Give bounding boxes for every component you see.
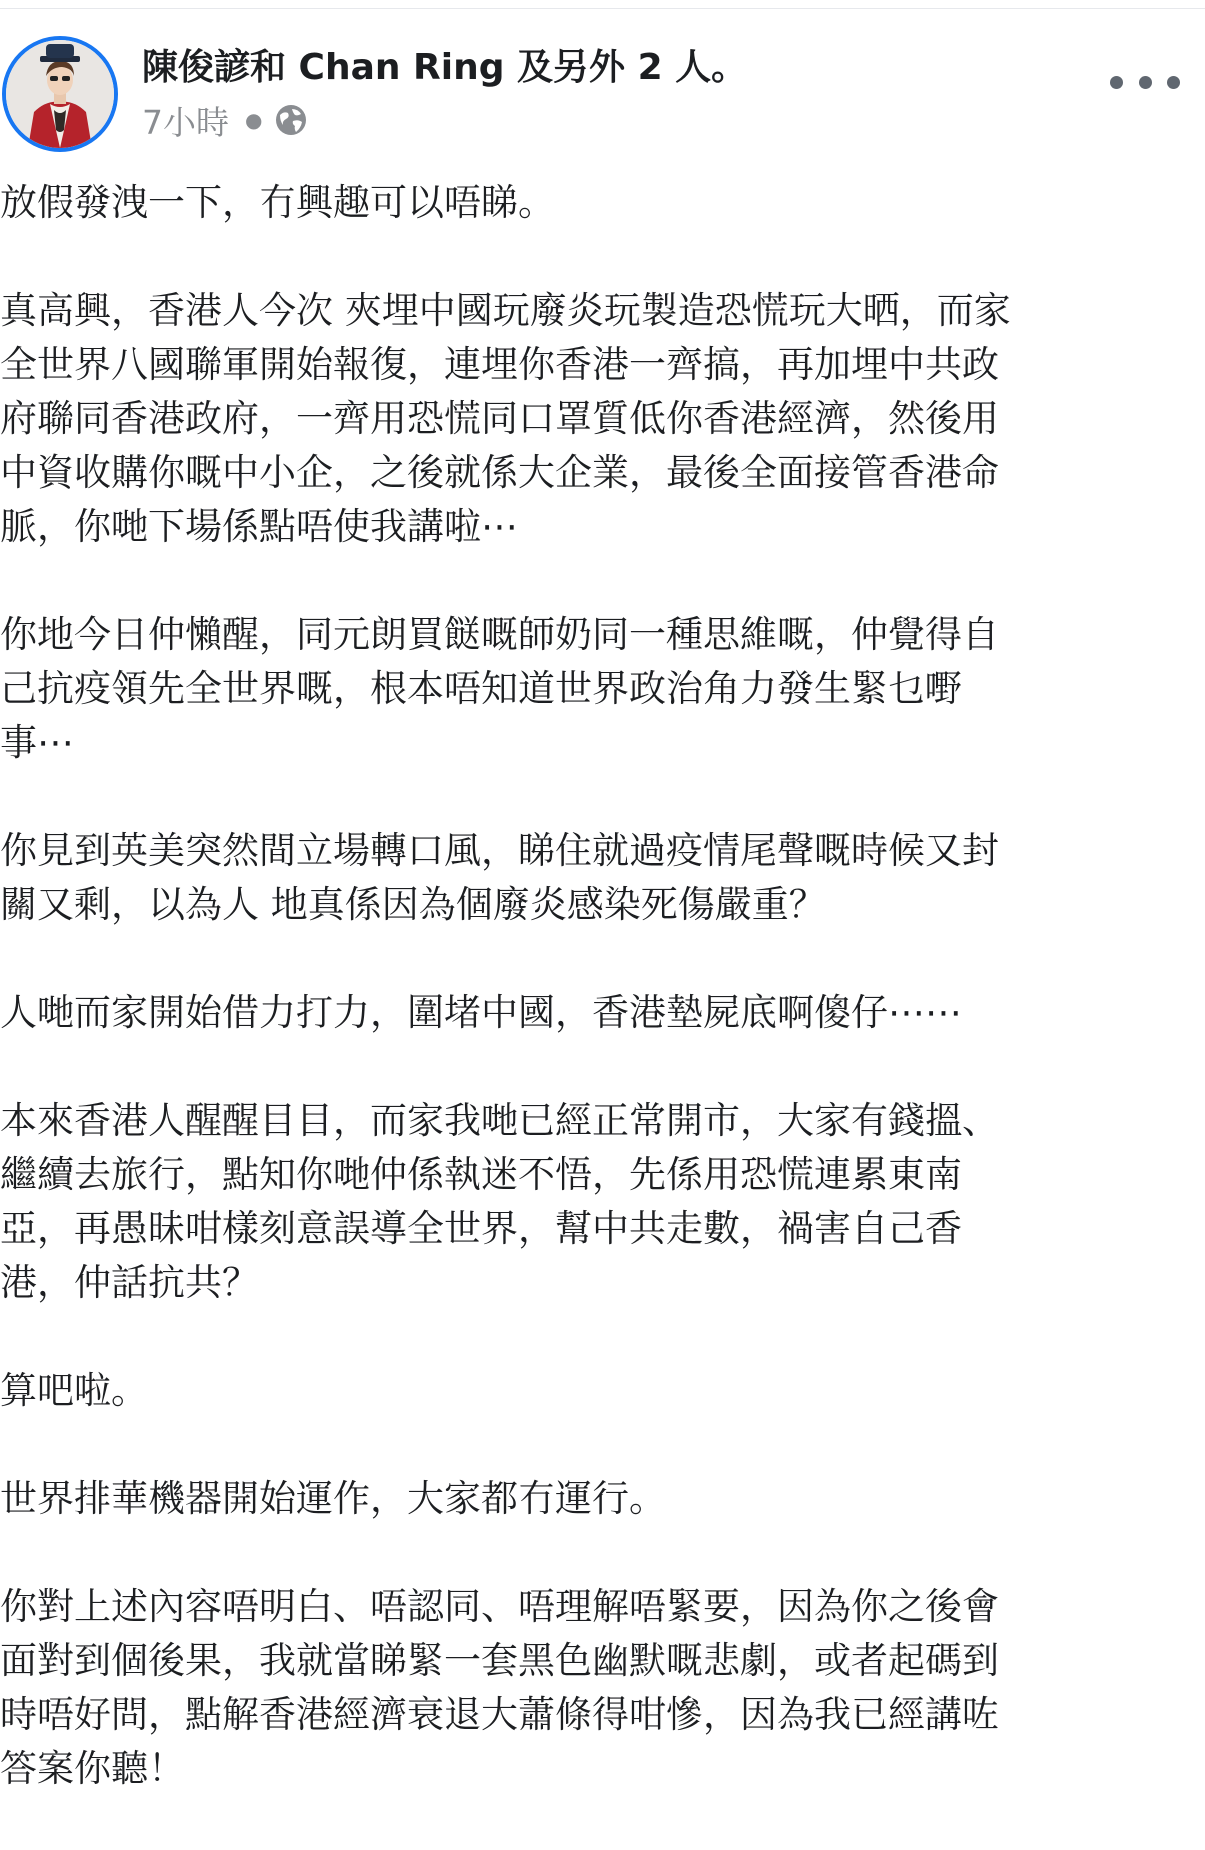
post-text-line: 脈，你哋下場係點唔使我講啦⋯ [0,505,518,548]
post-text-line: 事⋯ [0,721,74,764]
more-options-button[interactable] [1110,62,1180,102]
post-text-line: 人哋而家開始借力打力，圍堵中國，香港墊屍底啊傻仔⋯⋯ [0,991,962,1034]
post-author-line[interactable]: 陳俊諺和 Chan Ring 及另外 2 人。 [142,47,748,88]
post-text-line: 真高興，香港人今次 夾埋中國玩廢炎玩製造恐慌玩大晒，而家 [0,289,1011,332]
post-paragraph [0,1364,1175,1418]
more-horizontal-icon-dot [1167,76,1180,89]
avatar[interactable] [2,36,118,152]
post-paragraph [0,608,1175,770]
post-text-line: 己抗疫領先全世界嘅，根本唔知道世界政治角力發生緊乜嘢 [0,667,962,710]
post-text-line: 你見到英美突然間立場轉口風，睇住就過疫情尾聲嘅時候又封 [0,829,999,872]
more-horizontal-icon-dot [1139,76,1152,89]
globe-icon[interactable] [274,103,308,137]
post-paragraph [0,176,1175,230]
post-text-line: 亞，再愚昧咁樣刻意誤導全世界，幫中共走數，禍害自己香 [0,1207,962,1250]
post-text-line: 時唔好問，點解香港經濟衰退大蕭條得咁慘，因為我已經講咗 [0,1693,999,1736]
top-divider [0,8,1205,9]
post-text-line: 世界排華機器開始運作，大家都冇運行。 [0,1477,666,1520]
post-text-line: 面對到個後果，我就當睇緊一套黑色幽默嘅悲劇，或者起碼到 [0,1639,999,1682]
post-text-line: 答案你聽！ [0,1747,185,1790]
post-text-line: 你對上述內容唔明白、唔認同、唔理解唔緊要，因為你之後會 [0,1585,999,1628]
post-text-line: 港，仲話抗共？ [0,1261,259,1304]
post-text-line: 你地今日仲懶醒，同元朗買餸嘅師奶同一種思維嘅，仲覺得自 [0,613,999,656]
post-text-line: 全世界八國聯軍開始報復，連埋你香港一齊搞，再加埋中共政 [0,343,999,386]
post-text-line: 本來香港人醒醒目目，而家我哋已經正常開市，大家有錢搵、 [0,1099,999,1142]
post-paragraph [0,1580,1175,1796]
post-text-line: 繼續去旅行，點知你哋仲係執迷不悟，先係用恐慌連累東南 [0,1153,962,1196]
post-text-line: 府聯同香港政府，一齊用恐慌同口罩質低你香港經濟，然後用 [0,397,999,440]
post-paragraph [0,1472,1175,1526]
meta-separator-dot: ● [245,108,263,132]
avatar-image [6,40,114,148]
post-timestamp[interactable]: 7小時 [142,102,229,142]
post-paragraph [0,284,1175,554]
post-meta [142,98,308,142]
post-text-line: 中資收購你嘅中小企，之後就係大企業，最後全面接管香港命 [0,451,999,494]
post-text-line: 放假發洩一下，冇興趣可以唔睇。 [0,181,555,224]
post-body [0,176,1175,1850]
post-paragraph [0,986,1175,1040]
post-text-line: 算吧啦。 [0,1369,148,1412]
post-text-line: 關又剩，以為人 地真係因為個廢炎感染死傷嚴重？ [0,883,826,926]
post-paragraph [0,824,1175,932]
post-header [0,36,1205,156]
more-horizontal-icon-dot [1110,76,1123,89]
post-paragraph [0,1094,1175,1310]
